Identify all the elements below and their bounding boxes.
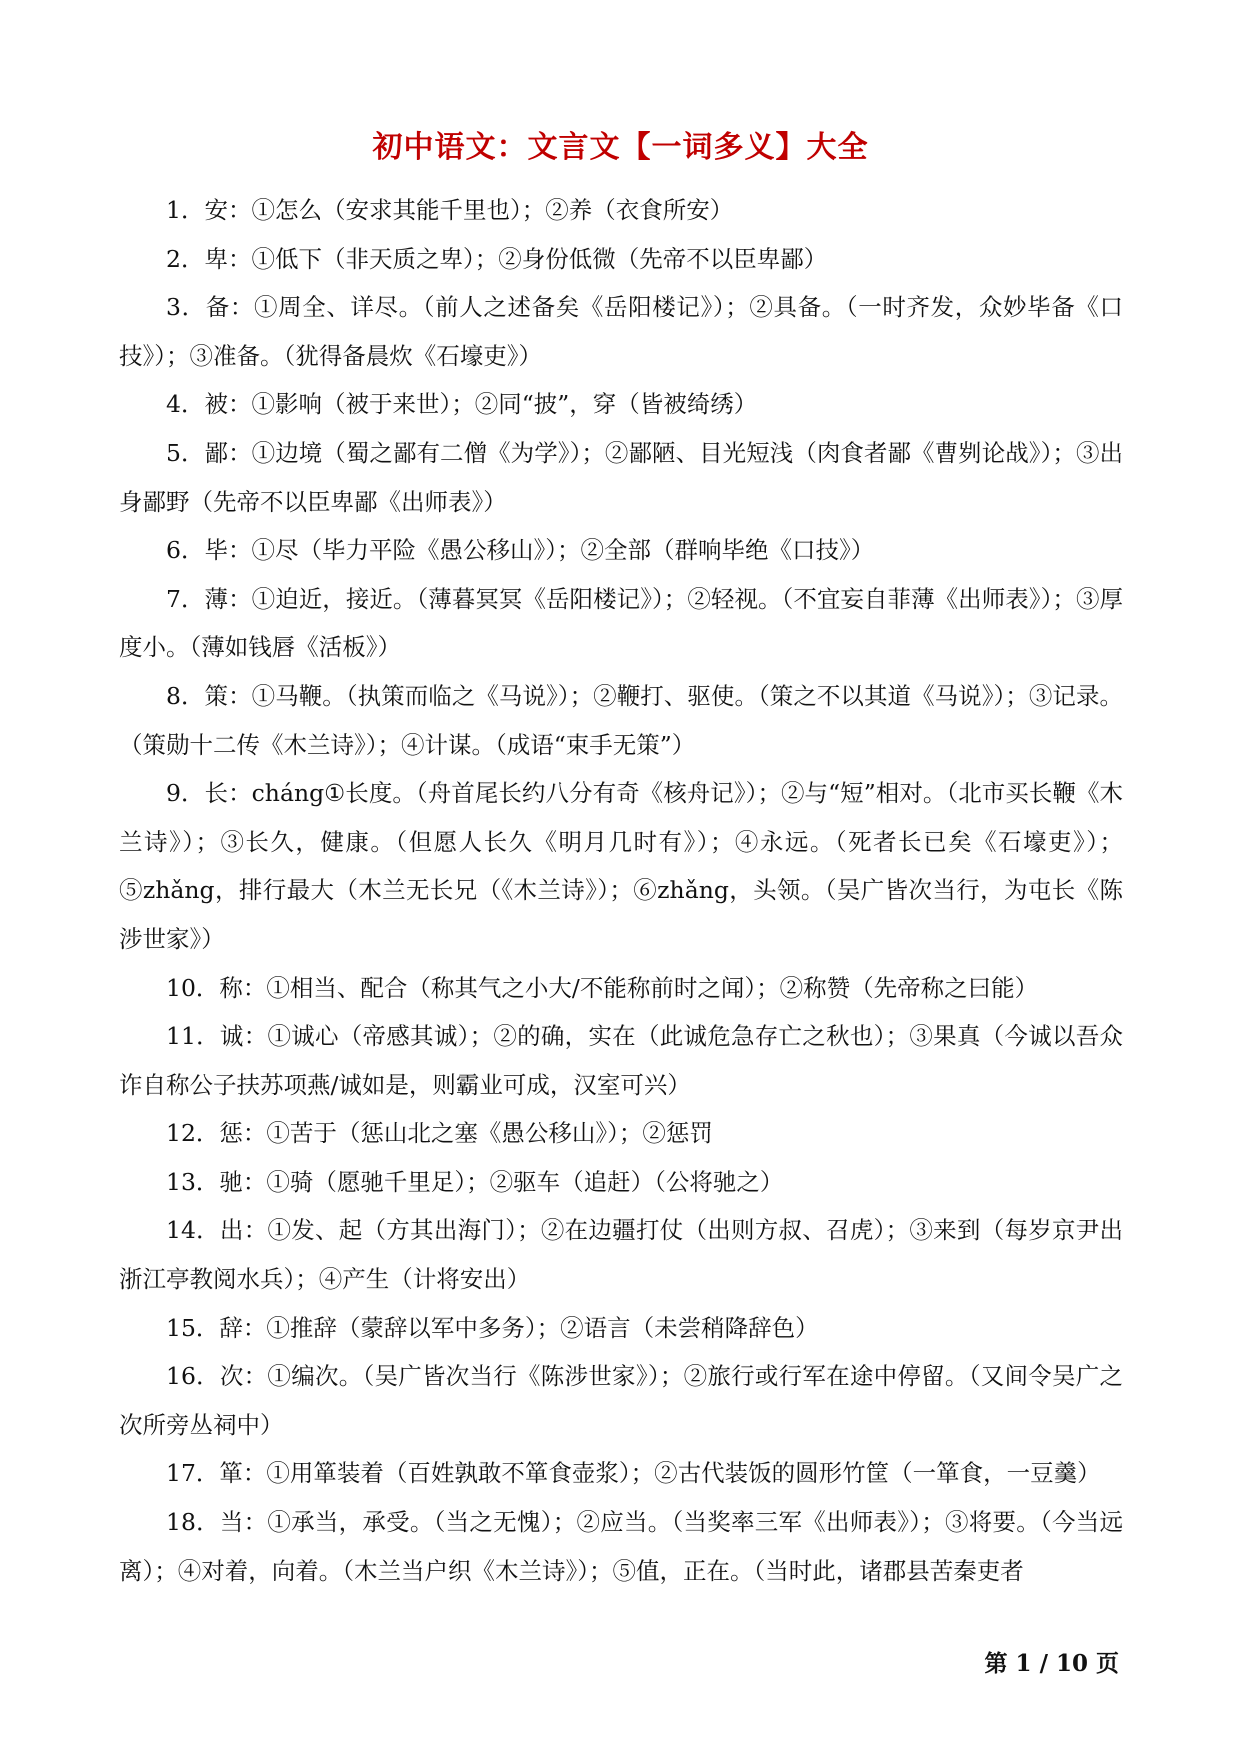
list-item: 5．鄙：①边境（蜀之鄙有二僧《为学》）；②鄙陋、目光短浅（肉食者鄙《曹刿论战》）；③出身鄙野（先帝不以臣卑鄙《出师表》） [119,438,1123,516]
list-item: 7．薄：①迫近，接近。（薄暮冥冥《岳阳楼记》）；②轻视。（不宜妄自菲薄《出师表》）；③厚度小。（薄如钱唇《活板》） [119,584,1123,662]
page-number: 第 1 / 10 页 [984,1650,1119,1677]
list-item: 13．驰：①骑（愿驰千里足）；②驱车（追赶）（公将驰之） [166,1167,784,1196]
list-item: 2．卑：①低下（非天质之卑）；②身份低微（先帝不以臣卑鄙） [166,244,828,273]
list-item: 12．惩：①苦于（惩山北之塞《愚公移山》）；②惩罚 [166,1119,713,1148]
list-item: 18．当：①承当，承受。（当之无愧）；②应当。（当奖率三军《出师表》）；③将要。（今当远离）；④对着，向着。（木兰当户织《木兰诗》）；⑤值，正在。（当时此，诸郡县苦秦吏者 [119,1508,1123,1585]
list-item: 15．辞：①推辞（蒙辞以军中多务）；②语言（未尝稍降辞色） [166,1313,819,1342]
entry-list [119,186,1123,1595]
list-item: 10．称：①相当、配合（称其气之小大/不能称前时之闻）；②称赞（先帝称之曰能） [166,973,1039,1002]
list-item: 17．箪：①用箪装着（百姓孰敢不箪食壶浆）；②古代装饭的圆形竹筐（一箪食，一豆羹） [166,1459,1101,1488]
list-item: 11．诚：①诚心（帝感其诚）；②的确，实在（此诚危急存亡之秋也）；③果真（今诚以吾众诈自称公子扶苏项燕/诚如是，则霸业可成，汉室可兴） [119,1022,1123,1099]
page-title: 初中语文：文言文【一词多义】大全 [372,130,869,165]
list-item: 9．长：cháng①长度。（舟首尾长约八分有奇《核舟记》）；②与“短”相对。（北市买长鞭《木兰诗》）；③长久，健康。（但愿人长久《明月几时有》）；④永远。（死者长已矣《石壕吏》）；⑤zhǎng，排行最大（木兰无长兄（《木兰诗》）；⑥zhǎng，头领。（吴广皆次当行，为屯长《陈涉世家》） [119,779,1123,953]
list-item: 14．出：①发、起（方其出海门）；②在边疆打仗（出则方叔、召虎）；③来到（每岁京尹出浙江亭教阅水兵）；④产生（计将安出） [119,1216,1123,1294]
list-item: 4．被：①影响（被于来世）；②同“披”，穿（皆被绮绣） [166,390,758,419]
list-item: 16．次：①编次。（吴广皆次当行《陈涉世家》）；②旅行或行军在途中停留。（又间令吴广之次所旁丛祠中） [119,1362,1123,1439]
list-item: 8．策：①马鞭。（执策而临之《马说》）；②鞭打、驱使。（策之不以其道《马说》）；③记录。（策勋十二传《木兰诗》）；④计谋。（成语“束手无策”） [119,681,1123,759]
list-item: 6．毕：①尽（毕力平险《愚公移山》）；②全部（群响毕绝《口技》） [166,536,875,565]
list-item: 1．安：①怎么（安求其能千里也）；②养（衣食所安） [166,196,734,224]
list-item: 3．备：①周全、详尽。（前人之述备矣《岳阳楼记》）；②具备。（一时齐发，众妙毕备《口技》）；③准备。（犹得备晨炊《石壕吏》） [119,293,1123,370]
